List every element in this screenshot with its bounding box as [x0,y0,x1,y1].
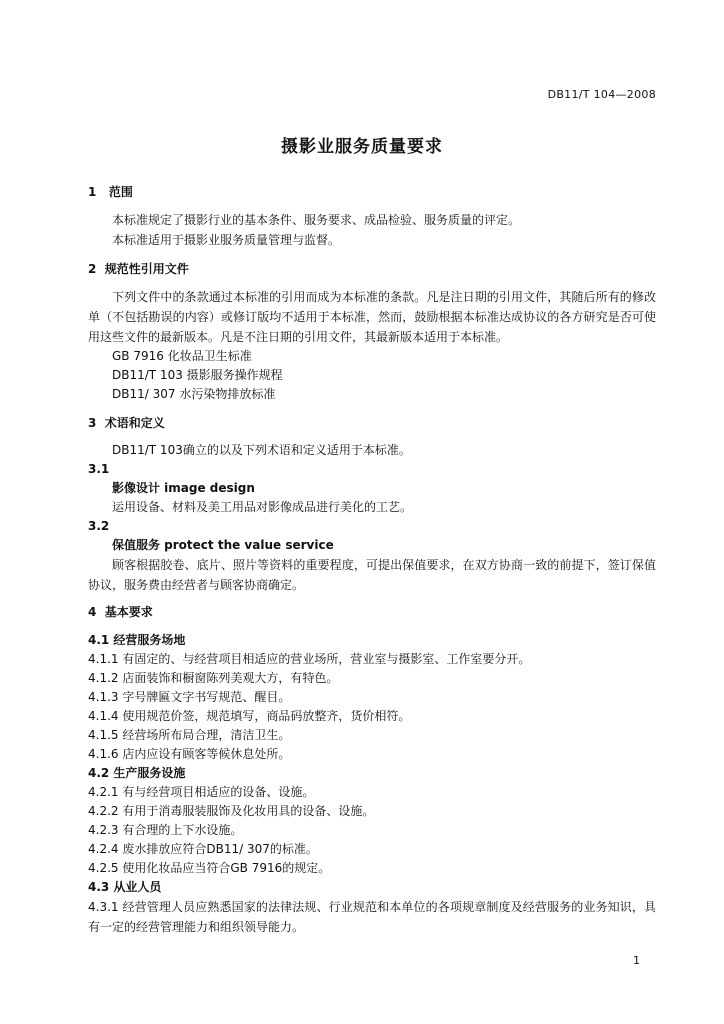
clause-item: 4.1.2 店面装饰和橱窗陈列美观大方，有特色。 [88,671,339,685]
paragraph: 下列文件中的条款通过本标准的引用而成为本标准的条款。凡是注日期的引用文件，其随后所有的修改单（不包括勘误的内容）或修订版均不适用于本标准，然而，鼓励根据本标准达成协议的各方研究是否可使用这些文件的最新版本。凡是不注日期的引用文件，其最新版本适用于本标准。 [88,290,656,344]
subsection-heading: 4.3 从业人员 [88,880,162,894]
term-definition: 运用设备、材料及美工用品对影像成品进行美化的工艺。 [112,500,413,514]
clause-item: 4.1.1 有固定的、与经营项目相适应的营业场所，营业室与摄影室、工作室要分开。 [88,652,531,666]
section-number: 3 [88,416,97,430]
section-title: 规范性引用文件 [104,262,189,276]
subsection-heading: 4.1 经营服务场地 [88,633,186,647]
term-definition: 顾客根据胶卷、底片、照片等资料的重要程度，可提出保值要求，在双方协商一致的前提下，签订保值协议，服务费由经营者与顾客协商确定。 [88,558,656,592]
clause-item: 4.2.1 有与经营项目相适应的设备、设施。 [88,785,315,799]
reference-item: DB11/T 103 摄影服务操作规程 [112,368,283,382]
term-number: 3.2 [88,519,110,533]
clause-item: 4.2.5 使用化妆品应当符合GB 7916的规定。 [88,861,331,875]
term-title: 影像设计 image design [112,481,255,495]
clause-item: 4.2.2 有用于消毒服装服饰及化妆用具的设备、设施。 [88,804,375,818]
paragraph: 本标准规定了摄影行业的基本条件、服务要求、成品检验、服务质量的评定。 [112,213,521,227]
document-title: 摄影业服务质量要求 [281,137,443,157]
section-number: 1 [88,185,97,199]
paragraph: 本标准适用于摄影业服务质量管理与监督。 [112,233,341,247]
clause-item: 4.2.4 废水排放应符合DB11/ 307的标准。 [88,842,318,856]
section-title: 术语和定义 [104,416,165,430]
term-number: 3.1 [88,462,110,476]
page-number: 1 [633,954,640,967]
reference-item: GB 7916 化妆品卫生标准 [112,349,252,363]
paragraph: DB11/T 103确立的以及下列术语和定义适用于本标准。 [112,443,411,457]
section-number: 4 [88,605,97,619]
term-title: 保值服务 protect the value service [112,538,334,552]
clause-item: 4.1.5 经营场所布局合理，清洁卫生。 [88,728,291,742]
section-1-heading [88,183,133,201]
standard-code: DB11/T 104—2008 [547,88,656,101]
clause-item: 4.1.3 字号牌匾文字书写规范、醒目。 [88,690,291,704]
section-2-heading [88,260,189,278]
clause-item: 4.1.6 店内应设有顾客等候休息处所。 [88,747,291,761]
clause-item: 4.3.1 经营管理人员应熟悉国家的法律法规、行业规范和本单位的各项规章制度及经营服务的业务知识，具有一定的经营管理能力和组织领导能力。 [88,900,656,934]
clause-item: 4.2.3 有合理的上下水设施。 [88,823,243,837]
section-4-heading [88,603,153,621]
reference-item: DB11/ 307 水污染物排放标准 [112,387,276,401]
section-3-heading [88,414,165,432]
section-title: 范围 [108,185,133,199]
clause-item: 4.1.4 使用规范价签，规范填写，商品码放整齐，货价相符。 [88,709,411,723]
subsection-heading: 4.2 生产服务设施 [88,766,186,780]
section-title: 基本要求 [104,605,153,619]
section-number: 2 [88,262,97,276]
